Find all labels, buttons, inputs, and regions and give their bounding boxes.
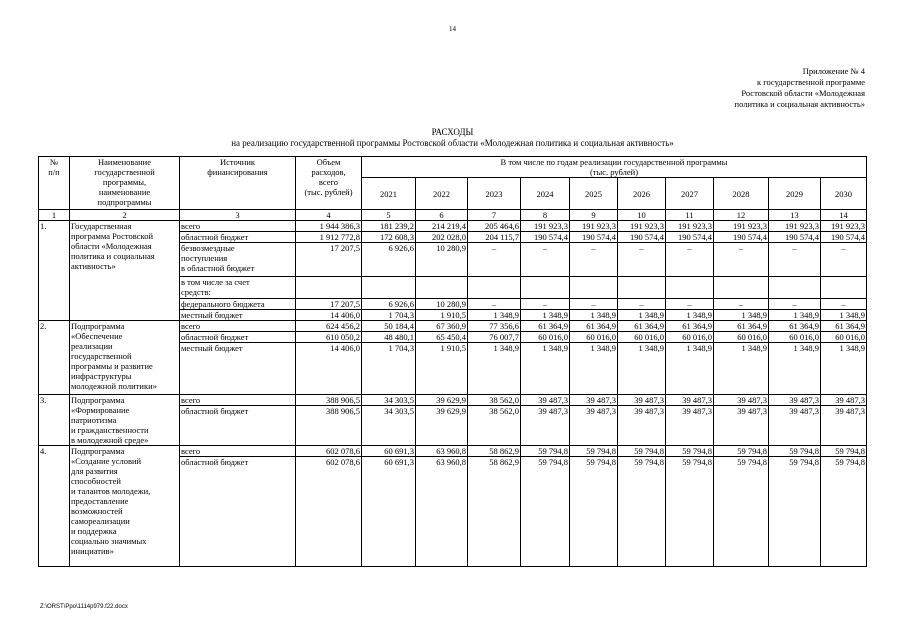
amount-cell: 1 348,9 xyxy=(521,310,570,321)
header-num xyxy=(39,157,70,210)
column-number: 14 xyxy=(821,210,867,221)
amount-cell: 190 574,4 xyxy=(618,232,666,243)
amount-cell xyxy=(416,277,468,299)
column-number: 5 xyxy=(362,210,416,221)
amount-cell: 1 348,9 xyxy=(821,343,867,395)
amount-cell: 190 574,4 xyxy=(666,232,714,243)
funding-source xyxy=(180,310,296,321)
amount-cell: 202 028,0 xyxy=(416,232,468,243)
amount-cell: 59 794,8 xyxy=(570,457,618,567)
program-name-line: программы и развитие xyxy=(71,361,153,371)
amount-cell: 1 944 386,3 xyxy=(296,221,362,232)
amount-cell: 60 016,0 xyxy=(521,332,570,343)
program-name-line: патриотизма xyxy=(71,415,117,425)
amount-cell xyxy=(296,277,362,299)
funding-source xyxy=(180,332,296,343)
amount-cell: 10 280,9 xyxy=(416,299,468,310)
program-name-line: государственной xyxy=(71,351,132,361)
program-name-line: социально значимых xyxy=(71,536,147,546)
amount-cell: 39 487,3 xyxy=(714,395,769,406)
year-header: 2024 xyxy=(521,178,570,210)
column-number: 13 xyxy=(769,210,821,221)
amount-cell: – xyxy=(570,243,618,277)
amount-cell: – xyxy=(714,243,769,277)
amount-cell: 190 574,4 xyxy=(769,232,821,243)
program-name-line: предоставление xyxy=(71,496,129,506)
amount-cell xyxy=(714,277,769,299)
program-name-line: «Создание условий xyxy=(71,456,142,466)
column-number: 9 xyxy=(570,210,618,221)
column-number: 2 xyxy=(70,210,180,221)
amount-cell: 191 923,3 xyxy=(521,221,570,232)
funding-source-line: областной бюджет xyxy=(181,332,249,342)
amount-cell xyxy=(666,277,714,299)
header-text: наименование xyxy=(98,187,151,197)
funding-source-line: областной бюджет xyxy=(181,406,249,416)
funding-source xyxy=(180,343,296,395)
program-name-line: реализации xyxy=(71,341,113,351)
amount-cell: 59 794,8 xyxy=(521,446,570,457)
amount-cell: 34 303,5 xyxy=(362,395,416,406)
amount-cell: 39 487,3 xyxy=(618,395,666,406)
amount-cell: 59 794,8 xyxy=(570,446,618,457)
amount-cell: 39 487,3 xyxy=(618,406,666,446)
program-name-line: программа Ростовской xyxy=(71,231,153,241)
program-name-line: Подпрограмма xyxy=(71,446,125,456)
amount-cell: 1 348,9 xyxy=(769,343,821,395)
amount-cell: 388 906,5 xyxy=(296,406,362,446)
program-name-line: инфраструктуры xyxy=(71,371,132,381)
program-name-line: «Формирование xyxy=(71,405,130,415)
amount-cell: 39 487,3 xyxy=(521,395,570,406)
column-number: 3 xyxy=(180,210,296,221)
document-title-block xyxy=(0,127,905,149)
header-name xyxy=(70,157,180,210)
amount-cell: 65 450,4 xyxy=(416,332,468,343)
amount-cell: 205 464,6 xyxy=(468,221,521,232)
header-text: № xyxy=(49,157,59,167)
header-source xyxy=(180,157,296,210)
amount-cell: 58 862,9 xyxy=(468,457,521,567)
amount-cell: 191 923,3 xyxy=(570,221,618,232)
header-text: В том числе по годам реализации государственной программы xyxy=(500,157,728,167)
header-text: Наименование xyxy=(98,157,151,167)
amount-cell: – xyxy=(521,243,570,277)
amount-cell: 1 912 772,8 xyxy=(296,232,362,243)
funding-source-line: областной бюджет xyxy=(181,232,249,242)
amount-cell: 38 562,0 xyxy=(468,395,521,406)
amount-cell: 1 348,9 xyxy=(769,310,821,321)
amount-cell: 39 487,3 xyxy=(666,395,714,406)
program-name xyxy=(70,446,180,567)
amount-cell: – xyxy=(618,299,666,310)
amount-cell: 39 487,3 xyxy=(821,395,867,406)
amount-cell: 60 016,0 xyxy=(821,332,867,343)
amount-cell: – xyxy=(666,299,714,310)
expenses-table-body xyxy=(39,157,867,567)
program-name-line: инициатив» xyxy=(71,546,114,556)
table-row xyxy=(39,446,867,457)
funding-source xyxy=(180,277,296,299)
header-text: финансирования xyxy=(207,167,268,177)
amount-cell: 17 207,5 xyxy=(296,243,362,277)
header-row xyxy=(39,157,867,178)
amount-cell: 63 960,8 xyxy=(416,446,468,457)
amount-cell: 39 487,3 xyxy=(714,406,769,446)
header-text: расходов, xyxy=(311,167,346,177)
amount-cell: 59 794,8 xyxy=(714,457,769,567)
file-path: Z:\ORST\Ppo\1114p979.f22.docx xyxy=(40,604,128,610)
amount-cell xyxy=(618,277,666,299)
header-text: государственной xyxy=(94,167,155,177)
amount-cell: 1 348,9 xyxy=(618,310,666,321)
amount-cell: 388 906,5 xyxy=(296,395,362,406)
header-text: Объем xyxy=(316,157,341,167)
program-name-line: политика и социальная xyxy=(71,251,155,261)
table-row xyxy=(39,221,867,232)
amount-cell: 39 629,9 xyxy=(416,406,468,446)
amount-cell: 61 364,9 xyxy=(821,321,867,332)
row-number: 3. xyxy=(39,395,70,446)
amount-cell: 59 794,8 xyxy=(618,446,666,457)
program-name-line: в молодежной среде» xyxy=(71,435,149,445)
amount-cell: 39 487,3 xyxy=(570,395,618,406)
year-header: 2027 xyxy=(666,178,714,210)
appendix-line: политика и социальная активность» xyxy=(734,99,865,109)
program-name-line: «Обеспечение xyxy=(71,331,123,341)
column-number: 4 xyxy=(296,210,362,221)
header-text: всего xyxy=(318,177,339,187)
program-name-line: и поддержка xyxy=(71,526,117,536)
funding-source xyxy=(180,299,296,310)
program-name-line: самореализации xyxy=(71,516,130,526)
amount-cell: 39 487,3 xyxy=(821,406,867,446)
funding-source-line: всего xyxy=(181,446,201,456)
amount-cell: – xyxy=(769,299,821,310)
amount-cell: 602 078,6 xyxy=(296,457,362,567)
year-header: 2021 xyxy=(362,178,416,210)
amount-cell: 59 794,8 xyxy=(769,457,821,567)
funding-source-line: всего xyxy=(181,221,201,231)
amount-cell: 6 926,6 xyxy=(362,299,416,310)
year-header: 2022 xyxy=(416,178,468,210)
funding-source xyxy=(180,395,296,406)
amount-cell: 191 923,3 xyxy=(769,221,821,232)
amount-cell: 10 280,9 xyxy=(416,243,468,277)
appendix-line: Ростовской области «Молодежная xyxy=(741,88,865,98)
amount-cell: 63 960,8 xyxy=(416,457,468,567)
amount-cell: 59 794,8 xyxy=(666,457,714,567)
row-number: 2. xyxy=(39,321,70,395)
amount-cell: 172 608,3 xyxy=(362,232,416,243)
amount-cell: – xyxy=(521,299,570,310)
amount-cell: 1 348,9 xyxy=(521,343,570,395)
document-subtitle: на реализацию государственной программы Ростовской области «Молодежная политика и социальная активность» xyxy=(231,138,674,148)
amount-cell: 77 356,6 xyxy=(468,321,521,332)
amount-cell: 60 016,0 xyxy=(618,332,666,343)
program-name-line: области «Молодежная xyxy=(71,241,152,251)
year-header: 2025 xyxy=(570,178,618,210)
funding-source-line: средств: xyxy=(181,287,211,297)
row-number: 4. xyxy=(39,446,70,567)
amount-cell: 60 691,3 xyxy=(362,457,416,567)
amount-cell: 39 487,3 xyxy=(521,406,570,446)
amount-cell: 48 480,1 xyxy=(362,332,416,343)
amount-cell: 17 207,5 xyxy=(296,299,362,310)
amount-cell: – xyxy=(618,243,666,277)
appendix-line: к государственной программе xyxy=(756,77,865,87)
column-number: 11 xyxy=(666,210,714,221)
year-header: 2030 xyxy=(821,178,867,210)
amount-cell: 58 862,9 xyxy=(468,446,521,457)
amount-cell xyxy=(821,277,867,299)
funding-source xyxy=(180,446,296,457)
amount-cell: 39 487,3 xyxy=(769,406,821,446)
amount-cell: 1 348,9 xyxy=(570,310,618,321)
program-name xyxy=(70,221,180,321)
amount-cell: – xyxy=(821,243,867,277)
amount-cell xyxy=(570,277,618,299)
amount-cell xyxy=(468,277,521,299)
amount-cell: 190 574,4 xyxy=(570,232,618,243)
year-header: 2028 xyxy=(714,178,769,210)
amount-cell xyxy=(769,277,821,299)
program-name-line: Государственная xyxy=(71,221,132,231)
amount-cell: 60 016,0 xyxy=(570,332,618,343)
column-number: 6 xyxy=(416,210,468,221)
amount-cell: – xyxy=(468,243,521,277)
year-header: 2026 xyxy=(618,178,666,210)
amount-cell: 602 078,6 xyxy=(296,446,362,457)
amount-cell: 1 910,5 xyxy=(416,310,468,321)
amount-cell: 14 406,0 xyxy=(296,310,362,321)
funding-source-line: областной бюджет xyxy=(181,457,249,467)
header-text: п/п xyxy=(48,167,60,177)
amount-cell: 204 115,7 xyxy=(468,232,521,243)
funding-source xyxy=(180,221,296,232)
funding-source-line: местный бюджет xyxy=(181,343,243,353)
amount-cell: 190 574,4 xyxy=(821,232,867,243)
amount-cell: 1 910,5 xyxy=(416,343,468,395)
amount-cell: 59 794,8 xyxy=(521,457,570,567)
funding-source-line: в том числе за счет xyxy=(181,277,250,287)
amount-cell: 39 487,3 xyxy=(570,406,618,446)
amount-cell: 60 691,3 xyxy=(362,446,416,457)
program-name-line: Подпрограмма xyxy=(71,395,125,405)
funding-source xyxy=(180,243,296,277)
year-header: 2029 xyxy=(769,178,821,210)
amount-cell: 34 303,5 xyxy=(362,406,416,446)
amount-cell: 61 364,9 xyxy=(769,321,821,332)
amount-cell: 39 629,9 xyxy=(416,395,468,406)
header-text: подпрограммы xyxy=(97,197,152,207)
amount-cell: – xyxy=(468,299,521,310)
program-name-line: активность» xyxy=(71,261,116,271)
amount-cell: 59 794,8 xyxy=(666,446,714,457)
amount-cell: 1 704,3 xyxy=(362,343,416,395)
amount-cell: 39 487,3 xyxy=(769,395,821,406)
amount-cell: 76 007,7 xyxy=(468,332,521,343)
column-number: 8 xyxy=(521,210,570,221)
program-name-line: и талантов молодежи, xyxy=(71,486,151,496)
expenses-table xyxy=(38,156,867,567)
amount-cell: 60 016,0 xyxy=(666,332,714,343)
amount-cell: 61 364,9 xyxy=(618,321,666,332)
table-row xyxy=(39,395,867,406)
amount-cell: 59 794,8 xyxy=(821,457,867,567)
amount-cell: 67 360,9 xyxy=(416,321,468,332)
funding-source-line: федерального бюджета xyxy=(181,299,265,309)
funding-source-line: безвозмездные xyxy=(181,243,235,253)
amount-cell: 181 239,2 xyxy=(362,221,416,232)
amount-cell xyxy=(521,277,570,299)
program-name-line: Подпрограмма xyxy=(71,321,125,331)
column-number: 12 xyxy=(714,210,769,221)
header-text: Источник xyxy=(219,157,256,167)
program-name-line: способностей xyxy=(71,476,121,486)
funding-source xyxy=(180,406,296,446)
amount-cell xyxy=(362,277,416,299)
amount-cell: 190 574,4 xyxy=(521,232,570,243)
amount-cell: – xyxy=(570,299,618,310)
amount-cell: – xyxy=(714,299,769,310)
document-title: РАСХОДЫ xyxy=(431,127,474,137)
appendix-note xyxy=(695,66,865,110)
funding-source xyxy=(180,232,296,243)
funding-source-line: в областной бюджет xyxy=(181,263,255,273)
amount-cell: 59 794,8 xyxy=(769,446,821,457)
amount-cell: 610 050,2 xyxy=(296,332,362,343)
funding-source xyxy=(180,457,296,567)
amount-cell: 191 923,3 xyxy=(714,221,769,232)
program-name-line: и гражданственности xyxy=(71,425,149,435)
amount-cell: 191 923,3 xyxy=(666,221,714,232)
column-number: 1 xyxy=(39,210,70,221)
amount-cell: 1 348,9 xyxy=(714,343,769,395)
column-number: 10 xyxy=(618,210,666,221)
amount-cell: 61 364,9 xyxy=(521,321,570,332)
funding-source-line: местный бюджет xyxy=(181,310,243,320)
amount-cell: 214 219,4 xyxy=(416,221,468,232)
amount-cell: 61 364,9 xyxy=(570,321,618,332)
amount-cell: 61 364,9 xyxy=(714,321,769,332)
appendix-line: Приложение № 4 xyxy=(802,66,865,76)
funding-source-line: поступления xyxy=(181,253,228,263)
amount-cell: 59 794,8 xyxy=(821,446,867,457)
column-numbers-row xyxy=(39,210,867,221)
table-row xyxy=(39,321,867,332)
program-name-line: возможностей xyxy=(71,506,123,516)
header-text: программы, xyxy=(102,177,147,187)
amount-cell: 191 923,3 xyxy=(821,221,867,232)
amount-cell: – xyxy=(821,299,867,310)
column-number: 7 xyxy=(468,210,521,221)
amount-cell: 1 348,9 xyxy=(618,343,666,395)
header-text: (тыс. рублей) xyxy=(589,167,639,177)
program-name-line: для развития xyxy=(71,466,118,476)
amount-cell: 38 562,0 xyxy=(468,406,521,446)
amount-cell: 60 016,0 xyxy=(714,332,769,343)
amount-cell: 1 348,9 xyxy=(570,343,618,395)
amount-cell: 60 016,0 xyxy=(769,332,821,343)
amount-cell: 50 184,4 xyxy=(362,321,416,332)
amount-cell: 1 348,9 xyxy=(468,343,521,395)
funding-source-line: всего xyxy=(181,395,201,405)
header-volume xyxy=(296,157,362,210)
amount-cell: 59 794,8 xyxy=(714,446,769,457)
program-name xyxy=(70,395,180,446)
amount-cell: 1 348,9 xyxy=(666,310,714,321)
amount-cell: 624 456,2 xyxy=(296,321,362,332)
amount-cell: 191 923,3 xyxy=(618,221,666,232)
amount-cell: – xyxy=(666,243,714,277)
amount-cell: 6 926,6 xyxy=(362,243,416,277)
page-number: 14 xyxy=(449,25,456,33)
amount-cell: 61 364,9 xyxy=(666,321,714,332)
amount-cell: 1 704,3 xyxy=(362,310,416,321)
header-text: (тыс. рублей) xyxy=(304,187,353,197)
amount-cell: 1 348,9 xyxy=(714,310,769,321)
program-name xyxy=(70,321,180,395)
funding-source xyxy=(180,321,296,332)
year-header: 2023 xyxy=(468,178,521,210)
header-years-group xyxy=(362,157,867,178)
amount-cell: 59 794,8 xyxy=(618,457,666,567)
amount-cell: 1 348,9 xyxy=(821,310,867,321)
amount-cell: 1 348,9 xyxy=(666,343,714,395)
amount-cell: 39 487,3 xyxy=(666,406,714,446)
amount-cell: 14 406,0 xyxy=(296,343,362,395)
program-name-line: молодежной политики» xyxy=(71,381,157,391)
amount-cell: – xyxy=(769,243,821,277)
funding-source-line: всего xyxy=(181,321,201,331)
amount-cell: 1 348,9 xyxy=(468,310,521,321)
amount-cell: 190 574,4 xyxy=(714,232,769,243)
row-number: 1. xyxy=(39,221,70,321)
